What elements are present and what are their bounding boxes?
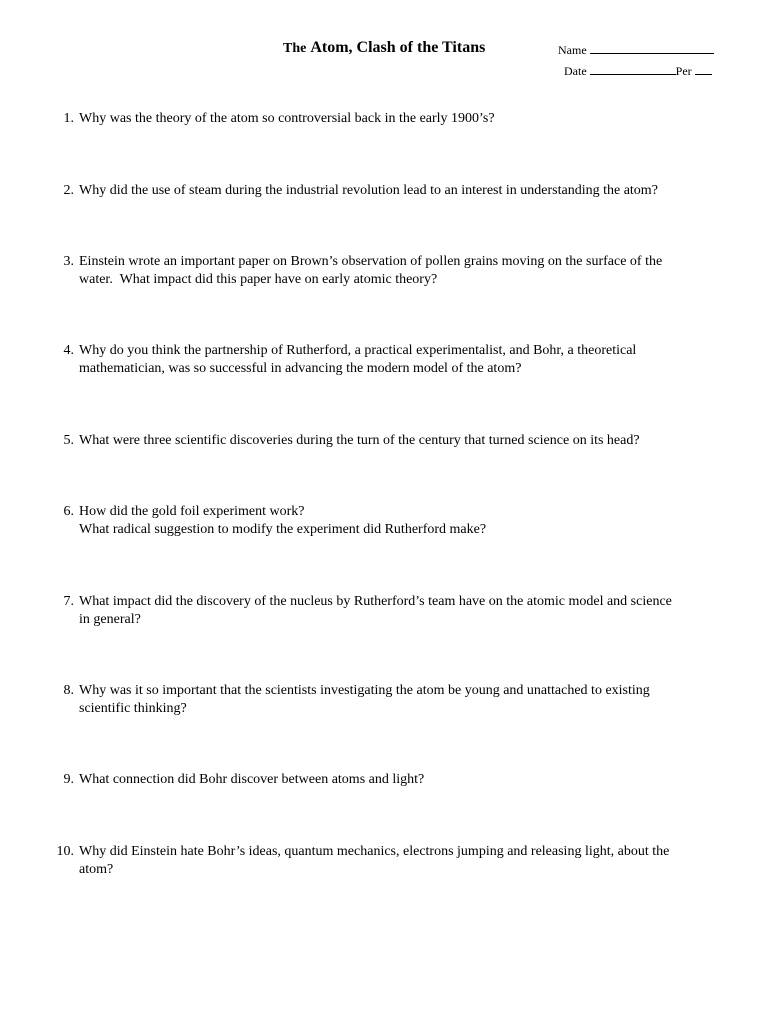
question-text (79, 182, 729, 200)
question-number: 8. (63, 683, 74, 698)
question-line: mathematician, was so successful in advancing the modern model of the atom? (79, 361, 522, 376)
question-line: Why was the theory of the atom so controversial back in the early 1900’s? (79, 111, 495, 126)
question-number: 9. (63, 772, 74, 787)
question-line: atom? (79, 862, 114, 877)
question-text (79, 843, 729, 879)
question-line: Why was it so important that the scientists investigating the atom be young and unattached to existing (79, 683, 650, 698)
question-number: 4. (63, 343, 74, 358)
question-line: in general? (79, 612, 141, 627)
question-number: 2. (63, 183, 74, 198)
name-label: Name (558, 43, 587, 57)
question-text (79, 110, 729, 128)
question-number: 6. (63, 504, 74, 519)
question-number: 1. (63, 111, 74, 126)
question-line: Why did the use of steam during the industrial revolution lead to an interest in understanding the atom? (79, 183, 658, 198)
date-label: Date (564, 64, 587, 78)
date-blank[interactable] (590, 63, 676, 75)
question-text (79, 503, 729, 539)
question-line: What radical suggestion to modify the experiment did Rutherford make? (79, 522, 487, 537)
question-text (79, 771, 729, 789)
per-blank[interactable] (695, 63, 712, 75)
question-line: How did the gold foil experiment work? (79, 504, 305, 519)
title-prefix: The (283, 41, 307, 56)
question-number: 5. (63, 433, 74, 448)
question-number: 3. (63, 254, 74, 269)
question-line: Why do you think the partnership of Rutherford, a practical experimentalist, and Bohr, a theoretical (79, 343, 637, 358)
question-line: water. What impact did this paper have on early atomic theory? (79, 272, 438, 287)
question-number: 10. (56, 844, 74, 859)
question-text (79, 432, 729, 450)
per-label: Per (675, 64, 692, 78)
question-line: scientific thinking? (79, 701, 187, 716)
worksheet-title (283, 38, 485, 59)
question-line: Why did Einstein hate Bohr’s ideas, quantum mechanics, electrons jumping and releasing light, about the (79, 844, 670, 859)
title-main: Atom, Clash of the Titans (310, 39, 486, 56)
date-per-field (564, 63, 712, 78)
question-line: What impact did the discovery of the nucleus by Rutherford’s team have on the atomic model and science (79, 594, 672, 609)
name-field[interactable] (558, 42, 714, 57)
question-text (79, 253, 729, 289)
question-text (79, 682, 729, 718)
name-blank[interactable] (590, 42, 714, 54)
question-line: Einstein wrote an important paper on Brown’s observation of pollen grains moving on the surface of the (79, 254, 663, 269)
question-text (79, 593, 729, 629)
question-number: 7. (63, 594, 74, 609)
question-text (79, 342, 729, 378)
question-line: What were three scientific discoveries during the turn of the century that turned science on its head? (79, 433, 640, 448)
question-line: What connection did Bohr discover between atoms and light? (79, 772, 425, 787)
